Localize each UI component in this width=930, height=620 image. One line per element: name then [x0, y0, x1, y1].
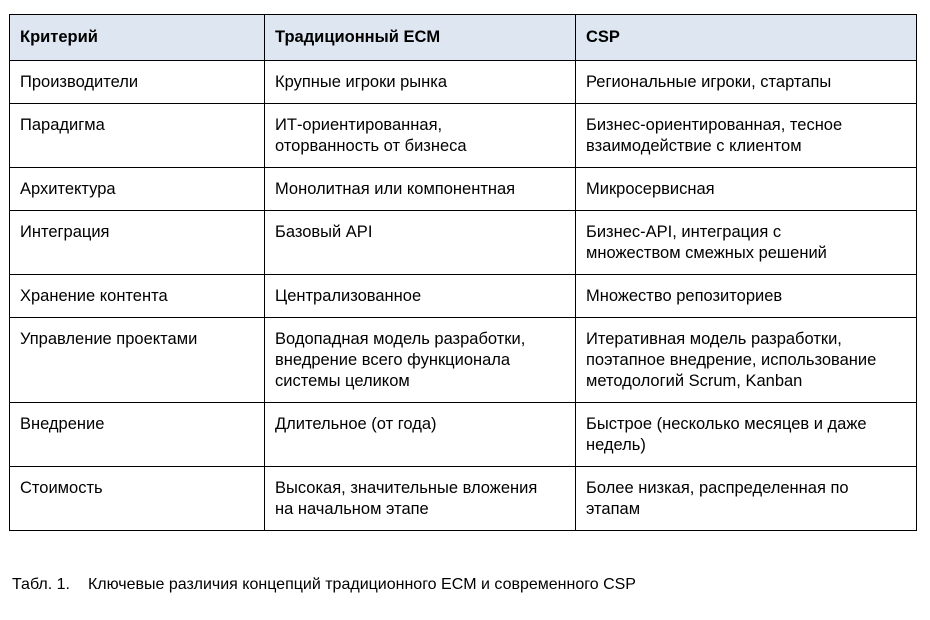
- header-csp: CSP: [576, 15, 917, 61]
- cell-csp: [576, 318, 917, 403]
- comparison-table: [9, 14, 917, 531]
- cell-text-line: Хранение контента: [20, 287, 168, 305]
- table-row: [10, 104, 917, 168]
- cell-text-line: Внедрение: [20, 415, 105, 433]
- cell-csp: [576, 275, 917, 318]
- cell-text-line: недель): [586, 436, 646, 454]
- table-row: [10, 61, 917, 104]
- cell-csp: [576, 61, 917, 104]
- cell-text-line: Централизованное: [275, 287, 422, 305]
- cell-text-line: Водопадная модель разработки,: [275, 330, 526, 348]
- cell-text-line: поэтапное внедрение, использование: [586, 351, 877, 369]
- table-row: [10, 403, 917, 467]
- header-traditional-ecm: Традиционный ECM: [265, 15, 576, 61]
- caption-number: Табл. 1.: [12, 576, 70, 593]
- cell-text-line: множеством смежных решений: [586, 244, 827, 262]
- table-caption: [12, 574, 636, 595]
- cell-traditional-ecm: [265, 211, 576, 275]
- cell-text-line: Высокая, значительные вложения: [275, 479, 538, 497]
- table-row: [10, 275, 917, 318]
- cell-text-line: Крупные игроки рынка: [275, 73, 448, 91]
- table-row: [10, 318, 917, 403]
- table-row: [10, 168, 917, 211]
- cell-text-line: Микросервисная: [586, 180, 715, 198]
- cell-text-line: оторванность от бизнеса: [275, 137, 467, 155]
- header-criterion: Критерий: [10, 15, 265, 61]
- cell-traditional-ecm: [265, 318, 576, 403]
- cell-traditional-ecm: [265, 104, 576, 168]
- cell-text-line: методологий Scrum, Kanban: [586, 372, 803, 390]
- cell-traditional-ecm: [265, 467, 576, 531]
- comparison-table-container: [9, 14, 916, 531]
- cell-text-line: Базовый API: [275, 223, 373, 241]
- cell-text-line: этапам: [586, 500, 641, 518]
- cell-text-line: Стоимость: [20, 479, 103, 497]
- cell-criterion: [10, 467, 265, 531]
- cell-text-line: Длительное (от года): [275, 415, 437, 433]
- cell-text-line: системы целиком: [275, 372, 410, 390]
- cell-text-line: взаимодействие с клиентом: [586, 137, 802, 155]
- cell-csp: [576, 211, 917, 275]
- cell-criterion: [10, 318, 265, 403]
- cell-criterion: [10, 104, 265, 168]
- cell-text-line: Монолитная или компонентная: [275, 180, 516, 198]
- table-body: [10, 61, 917, 531]
- cell-criterion: [10, 211, 265, 275]
- cell-text-line: ИТ-ориентированная,: [275, 116, 443, 134]
- cell-traditional-ecm: [265, 61, 576, 104]
- cell-criterion: [10, 403, 265, 467]
- cell-csp: [576, 467, 917, 531]
- cell-traditional-ecm: [265, 168, 576, 211]
- cell-text-line: Множество репозиториев: [586, 287, 783, 305]
- cell-text-line: Интеграция: [20, 223, 110, 241]
- table-row: [10, 211, 917, 275]
- cell-traditional-ecm: [265, 403, 576, 467]
- cell-text-line: Бизнес-API, интеграция с: [586, 223, 782, 241]
- cell-text-line: Быстрое (несколько месяцев и даже: [586, 415, 867, 433]
- cell-csp: [576, 104, 917, 168]
- cell-text-line: Архитектура: [20, 180, 116, 198]
- cell-criterion: [10, 61, 265, 104]
- cell-criterion: [10, 168, 265, 211]
- cell-text-line: Парадигма: [20, 116, 105, 134]
- table-header-row: [10, 15, 917, 61]
- table-row: [10, 467, 917, 531]
- cell-text-line: Производители: [20, 73, 139, 91]
- cell-csp: [576, 403, 917, 467]
- cell-csp: [576, 168, 917, 211]
- cell-text-line: Управление проектами: [20, 330, 198, 348]
- cell-text-line: Итеративная модель разработки,: [586, 330, 842, 348]
- cell-text-line: на начальном этапе: [275, 500, 429, 518]
- cell-text-line: Бизнес-ориентированная, тесное: [586, 116, 843, 134]
- cell-text-line: внедрение всего функционала: [275, 351, 511, 369]
- cell-text-line: Региональные игроки, стартапы: [586, 73, 832, 91]
- caption-text: Ключевые различия концепций традиционного ECM и современного CSP: [87, 576, 636, 593]
- cell-criterion: [10, 275, 265, 318]
- cell-text-line: Более низкая, распределенная по: [586, 479, 849, 497]
- cell-traditional-ecm: [265, 275, 576, 318]
